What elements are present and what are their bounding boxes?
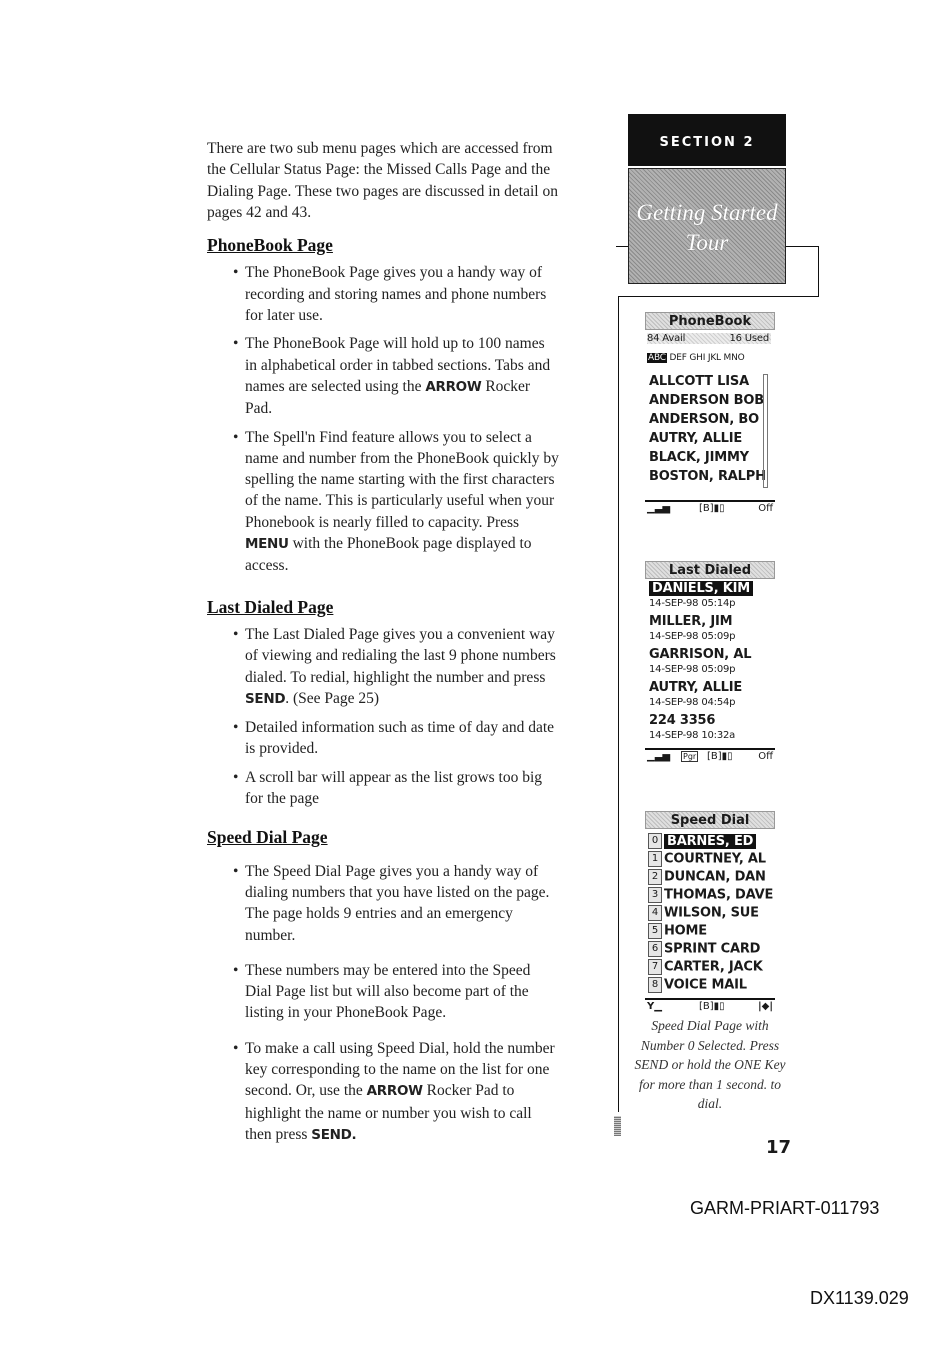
list-item[interactable]: AUTRY, ALLIE: [649, 680, 743, 695]
list-item-time: 14-SEP-98 05:14p: [649, 598, 736, 609]
list-item[interactable]: 7 CARTER, JACK: [648, 959, 763, 975]
list-item[interactable]: 0 BARNES, ED: [648, 833, 756, 849]
battery-icon: [B]▮▯: [707, 751, 733, 762]
lastdialed-bullet-2: • Detailed information such as time of day and date is provided.: [245, 717, 559, 760]
pager-indicator: Pgr: [683, 752, 697, 761]
list-item[interactable]: ALLCOTT LISA: [649, 374, 749, 389]
speeddial-screen-title: Speed Dial: [645, 811, 775, 829]
send-key-label: SEND.: [311, 1126, 357, 1143]
speeddial-bullets: [207, 861, 559, 1147]
status-bar: [645, 748, 775, 764]
list-item[interactable]: 4 WILSON, SUE: [648, 905, 759, 921]
speeddial-screen: [645, 811, 775, 1015]
list-item[interactable]: BOSTON, RALPH: [649, 469, 766, 484]
speeddial-bullet-2: • These numbers may be entered into the Speed Dial Page list but will also become part of the listing in your PhoneBook Page.: [245, 960, 559, 1024]
scrollbar[interactable]: [763, 374, 768, 488]
arrow-key-label: ARROW: [425, 378, 482, 395]
arrow-key-label: ARROW: [366, 1083, 423, 1100]
power-status: Off: [758, 503, 773, 514]
page-number: 17: [766, 1137, 792, 1158]
lastdialed-bullets: [207, 624, 559, 809]
sidebar-rule: [618, 296, 619, 1112]
list-item[interactable]: GARRISON, AL: [649, 647, 752, 662]
list-item[interactable]: MILLER, JIM: [649, 614, 733, 629]
list-item[interactable]: 3 THOMAS, DAVE: [648, 887, 773, 903]
avail-count: 84 Avail: [647, 333, 686, 344]
phonebook-bullet-2: • The PhoneBook Page will hold up to 100 names in alphabetical order in tabbed sections. Tabs and names are selected using the ARROW Rocker Pad.: [245, 333, 559, 419]
power-status: Off: [758, 751, 773, 762]
status-bar: [645, 998, 775, 1014]
list-item[interactable]: DANIELS, KIM: [649, 581, 753, 596]
list-item[interactable]: ANDERSON BOB: [649, 393, 764, 408]
tab-mno[interactable]: MNO: [723, 353, 745, 363]
used-count: 16 Used: [729, 333, 769, 344]
list-item[interactable]: 1 COURTNEY, AL: [648, 851, 766, 867]
list-item-time: 14-SEP-98 05:09p: [649, 664, 736, 675]
intro-paragraph: There are two sub menu pages which are accessed from the Cellular Status Page: the Missed Calls Page and the Dialing Page. These two pages are discussed in detail on pages 42 and 43.: [207, 140, 558, 221]
battery-icon: [B]▮▯: [699, 503, 725, 514]
list-item[interactable]: 5 HOME: [648, 923, 707, 939]
tab-abc[interactable]: ABC: [648, 353, 666, 363]
phonebook-bullets: [207, 262, 559, 576]
lastdialed-bullet-1: • The Last Dialed Page gives you a convenient way of viewing and redialing the last 9 phone numbers dialed. To redial, highlight the number and press SEND. (See Page 25): [245, 624, 559, 710]
list-item[interactable]: 2 DUNCAN, DAN: [648, 869, 766, 885]
phonebook-screen-title: PhoneBook: [645, 312, 775, 330]
exhibit-number: DX1139.029: [810, 1288, 909, 1308]
speeddial-bullet-1: • The Speed Dial Page gives you a handy way of dialing numbers that you have listed on the page. The page holds 9 entries and an emergency number.: [245, 861, 559, 946]
menu-key-label: MENU: [245, 536, 289, 553]
list-item[interactable]: 8 VOICE MAIL: [648, 977, 747, 993]
send-key-label: SEND: [245, 690, 286, 707]
bates-number: GARM-PRIART-011793: [690, 1198, 880, 1218]
chapter-tab-line-1: Getting Started: [636, 200, 778, 225]
list-item[interactable]: AUTRY, ALLIE: [649, 431, 743, 446]
lastdialed-screen-title: Last Dialed: [645, 561, 775, 579]
list-item[interactable]: 6 SPRINT CARD: [648, 941, 760, 957]
list-item-time: 14-SEP-98 10:32a: [649, 730, 736, 741]
list-item[interactable]: ANDERSON, BO: [649, 412, 759, 427]
tab-ghi[interactable]: GHI: [689, 353, 706, 363]
section-tab: SECTION 2: [628, 114, 786, 166]
lastdialed-bullet-3: • A scroll bar will appear as the list grows too big for the page: [245, 767, 559, 810]
sidebar-rule: [618, 296, 819, 297]
tab-rule: [786, 246, 819, 247]
battery-icon: [B]▮▯: [699, 1001, 725, 1012]
status-bar: [645, 500, 775, 516]
speeddial-heading: Speed Dial Page: [207, 827, 328, 848]
phonebook-tabs: [647, 353, 745, 363]
phonebook-bullet-3: • The Spell'n Find feature allows you to select a name and number from the PhoneBook quickly by spelling the name starting with the first characters of the name. This is particularly useful when your Phonebook is nearly filled to capacity. Press MENU with the PhoneBook page displayed to access.: [245, 427, 559, 577]
lastdialed-heading: Last Dialed Page: [207, 596, 334, 617]
signal-icon: ▁▃▅: [647, 503, 671, 514]
tab-rule: [818, 246, 819, 297]
list-item[interactable]: BLACK, JIMMY: [649, 450, 749, 465]
tab-jkl[interactable]: JKL: [707, 353, 721, 363]
tab-def[interactable]: DEF: [669, 353, 687, 363]
figure-caption: Speed Dial Page with Number 0 Selected. Press SEND or hold the ONE Key for more than 1 second. to dial.: [634, 1018, 786, 1111]
lastdialed-screen: [645, 561, 775, 765]
tab-rule: [616, 246, 628, 247]
signal-icon: ▁▃▅: [647, 751, 671, 762]
phonebook-capacity: [647, 333, 771, 344]
speeddial-bullet-3: • To make a call using Speed Dial, hold the number key corresponding to the name on the list for one second. Or, use the ARROW Rocker Pad to highlight the name or number you wish to call then press SEND.: [245, 1038, 559, 1146]
phonebook-screen: [645, 312, 775, 516]
chapter-tab-line-2: Tour: [685, 230, 729, 255]
margin-marker: [614, 1116, 621, 1136]
list-item-time: 14-SEP-98 05:09p: [649, 631, 736, 642]
list-item[interactable]: 224 3356: [649, 713, 716, 728]
roaming-icon: |◆|: [758, 1001, 773, 1012]
phonebook-heading: PhoneBook Page: [207, 235, 333, 256]
list-item-time: 14-SEP-98 04:54p: [649, 697, 736, 708]
phonebook-bullet-1: • The PhoneBook Page gives you a handy way of recording and storing names and phone numbers for later use.: [245, 262, 559, 326]
signal-icon: Y▁: [647, 1001, 662, 1012]
chapter-tab: [628, 168, 786, 284]
body-text-column: [207, 138, 559, 1153]
